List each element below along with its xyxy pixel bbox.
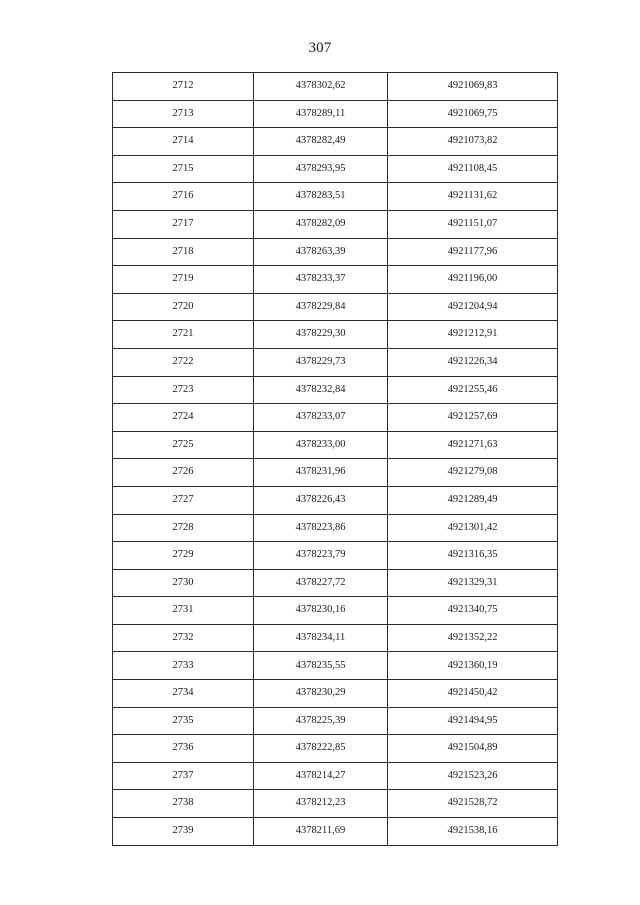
x-coordinate-cell: 4378234,11 xyxy=(254,624,388,652)
point-number-cell: 2714 xyxy=(113,128,254,156)
x-coordinate-cell: 4378222,85 xyxy=(254,735,388,763)
x-coordinate-cell: 4378229,73 xyxy=(254,348,388,376)
point-number-cell: 2716 xyxy=(113,183,254,211)
table-row xyxy=(113,73,558,101)
x-coordinate-cell: 4378229,30 xyxy=(254,321,388,349)
point-number-cell: 2730 xyxy=(113,569,254,597)
point-number-cell: 2723 xyxy=(113,376,254,404)
point-number-cell: 2734 xyxy=(113,680,254,708)
x-coordinate-cell: 4378231,96 xyxy=(254,459,388,487)
y-coordinate-cell: 4921316,35 xyxy=(388,542,558,570)
table-row xyxy=(113,183,558,211)
y-coordinate-cell: 4921360,19 xyxy=(388,652,558,680)
y-coordinate-cell: 4921177,96 xyxy=(388,238,558,266)
x-coordinate-cell: 4378293,95 xyxy=(254,155,388,183)
y-coordinate-cell: 4921131,62 xyxy=(388,183,558,211)
x-coordinate-cell: 4378225,39 xyxy=(254,707,388,735)
point-number-cell: 2713 xyxy=(113,100,254,128)
point-number-cell: 2736 xyxy=(113,735,254,763)
x-coordinate-cell: 4378223,79 xyxy=(254,542,388,570)
point-number-cell: 2712 xyxy=(113,73,254,101)
x-coordinate-cell: 4378282,49 xyxy=(254,128,388,156)
x-coordinate-cell: 4378235,55 xyxy=(254,652,388,680)
table-row xyxy=(113,404,558,432)
table-row xyxy=(113,128,558,156)
x-coordinate-cell: 4378214,27 xyxy=(254,762,388,790)
y-coordinate-cell: 4921289,49 xyxy=(388,486,558,514)
y-coordinate-cell: 4921255,46 xyxy=(388,376,558,404)
table-row xyxy=(113,293,558,321)
point-number-cell: 2732 xyxy=(113,624,254,652)
y-coordinate-cell: 4921340,75 xyxy=(388,597,558,625)
y-coordinate-cell: 4921504,89 xyxy=(388,735,558,763)
y-coordinate-cell: 4921450,42 xyxy=(388,680,558,708)
x-coordinate-cell: 4378212,23 xyxy=(254,790,388,818)
y-coordinate-cell: 4921212,91 xyxy=(388,321,558,349)
table-row xyxy=(113,762,558,790)
point-number-cell: 2720 xyxy=(113,293,254,321)
table-row xyxy=(113,210,558,238)
point-number-cell: 2729 xyxy=(113,542,254,570)
y-coordinate-cell: 4921073,82 xyxy=(388,128,558,156)
x-coordinate-cell: 4378211,69 xyxy=(254,818,388,846)
x-coordinate-cell: 4378233,00 xyxy=(254,431,388,459)
y-coordinate-cell: 4921108,45 xyxy=(388,155,558,183)
y-coordinate-cell: 4921069,75 xyxy=(388,100,558,128)
point-number-cell: 2735 xyxy=(113,707,254,735)
y-coordinate-cell: 4921538,16 xyxy=(388,818,558,846)
point-number-cell: 2722 xyxy=(113,348,254,376)
point-number-cell: 2726 xyxy=(113,459,254,487)
table-row xyxy=(113,486,558,514)
table-row xyxy=(113,707,558,735)
x-coordinate-cell: 4378230,29 xyxy=(254,680,388,708)
y-coordinate-cell: 4921329,31 xyxy=(388,569,558,597)
x-coordinate-cell: 4378302,62 xyxy=(254,73,388,101)
y-coordinate-cell: 4921226,34 xyxy=(388,348,558,376)
x-coordinate-cell: 4378223,86 xyxy=(254,514,388,542)
y-coordinate-cell: 4921271,63 xyxy=(388,431,558,459)
x-coordinate-cell: 4378230,16 xyxy=(254,597,388,625)
y-coordinate-cell: 4921352,22 xyxy=(388,624,558,652)
table-row xyxy=(113,100,558,128)
point-number-cell: 2727 xyxy=(113,486,254,514)
coordinates-table-body xyxy=(113,73,558,846)
table-row xyxy=(113,321,558,349)
point-number-cell: 2737 xyxy=(113,762,254,790)
table-row xyxy=(113,597,558,625)
table-row xyxy=(113,652,558,680)
y-coordinate-cell: 4921494,95 xyxy=(388,707,558,735)
table-row xyxy=(113,514,558,542)
y-coordinate-cell: 4921196,00 xyxy=(388,266,558,294)
table-row xyxy=(113,680,558,708)
y-coordinate-cell: 4921523,26 xyxy=(388,762,558,790)
point-number-cell: 2728 xyxy=(113,514,254,542)
table-row xyxy=(113,569,558,597)
x-coordinate-cell: 4378263,39 xyxy=(254,238,388,266)
y-coordinate-cell: 4921279,08 xyxy=(388,459,558,487)
table-row xyxy=(113,542,558,570)
y-coordinate-cell: 4921204,94 xyxy=(388,293,558,321)
table-row xyxy=(113,790,558,818)
point-number-cell: 2718 xyxy=(113,238,254,266)
x-coordinate-cell: 4378229,84 xyxy=(254,293,388,321)
x-coordinate-cell: 4378233,37 xyxy=(254,266,388,294)
table-row xyxy=(113,266,558,294)
point-number-cell: 2719 xyxy=(113,266,254,294)
y-coordinate-cell: 4921301,42 xyxy=(388,514,558,542)
table-row xyxy=(113,155,558,183)
point-number-cell: 2725 xyxy=(113,431,254,459)
x-coordinate-cell: 4378283,51 xyxy=(254,183,388,211)
y-coordinate-cell: 4921069,83 xyxy=(388,73,558,101)
point-number-cell: 2724 xyxy=(113,404,254,432)
x-coordinate-cell: 4378232,84 xyxy=(254,376,388,404)
y-coordinate-cell: 4921257,69 xyxy=(388,404,558,432)
point-number-cell: 2739 xyxy=(113,818,254,846)
point-number-cell: 2738 xyxy=(113,790,254,818)
point-number-cell: 2717 xyxy=(113,210,254,238)
x-coordinate-cell: 4378233,07 xyxy=(254,404,388,432)
y-coordinate-cell: 4921151,07 xyxy=(388,210,558,238)
coordinates-table xyxy=(112,72,558,846)
table-row xyxy=(113,735,558,763)
x-coordinate-cell: 4378289,11 xyxy=(254,100,388,128)
table-row xyxy=(113,818,558,846)
table-row xyxy=(113,238,558,266)
page-number: 307 xyxy=(308,40,332,56)
table-row xyxy=(113,376,558,404)
table-row xyxy=(113,431,558,459)
x-coordinate-cell: 4378226,43 xyxy=(254,486,388,514)
point-number-cell: 2715 xyxy=(113,155,254,183)
table-row xyxy=(113,624,558,652)
x-coordinate-cell: 4378282,09 xyxy=(254,210,388,238)
point-number-cell: 2731 xyxy=(113,597,254,625)
y-coordinate-cell: 4921528,72 xyxy=(388,790,558,818)
x-coordinate-cell: 4378227,72 xyxy=(254,569,388,597)
table-row xyxy=(113,459,558,487)
point-number-cell: 2733 xyxy=(113,652,254,680)
point-number-cell: 2721 xyxy=(113,321,254,349)
table-row xyxy=(113,348,558,376)
